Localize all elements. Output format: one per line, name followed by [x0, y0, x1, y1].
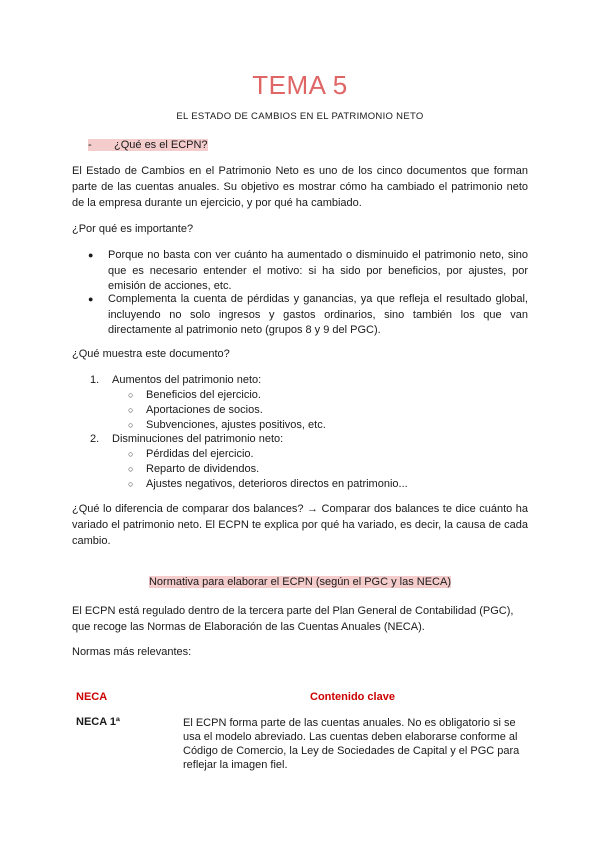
why-bullet-text: Complementa la cuenta de pérdidas y ganancias, ya que refleja el resultado global, incluyendo no solo ingresos y gastos ordinarios, sino también los que van directamente al patrimonio neto (grupos 8 y 9 del PGC).: [108, 293, 528, 336]
sub-item: ○ Aportaciones de socios.: [128, 404, 263, 416]
question-why: ¿Por qué es importante?: [72, 223, 194, 235]
table-row-key: NECA 1ª: [76, 716, 121, 728]
difference-paragraph: ¿Qué lo diferencia de comparar dos balances? → Comparar dos balances te dice cuánto ha variado el patrimonio neto. El ECPN te explica por qué ha variado, es decir, la causa de cada cambio.: [72, 503, 528, 547]
list-item-increases: [90, 373, 261, 388]
list-label: Aumentos del patrimonio neto:: [112, 374, 262, 386]
list-item-decreases: [90, 432, 283, 447]
list-number: 2.: [90, 433, 100, 445]
bullet-dot-icon: ●: [88, 250, 94, 260]
list-label: Disminuciones del patrimonio neto:: [112, 433, 284, 445]
circle-bullet-icon: ○: [128, 405, 134, 415]
why-bullet-2: [88, 292, 528, 338]
question-shows: ¿Qué muestra este documento?: [72, 348, 230, 360]
circle-bullet-icon: ○: [128, 449, 134, 459]
list-number: 1.: [90, 374, 100, 386]
sub-item: ○ Pérdidas del ejercicio.: [128, 448, 254, 460]
question-what-text: ¿Qué es el ECPN?: [114, 139, 208, 151]
normativa-paragraph: El ECPN está regulado dentro de la tercera parte del Plan General de Contabilidad (PGC), que recoge las Normas de Elaboración de las Cuentas Anuales (NECA).: [72, 605, 514, 633]
why-bullet-1: [88, 248, 528, 294]
bullet-dot-icon: ●: [88, 294, 94, 304]
question-what-heading: [88, 138, 208, 152]
dash-marker: -: [88, 139, 92, 151]
sub-item: ○ Ajustes negativos, deterioros directos en patrimonio...: [128, 478, 408, 490]
sub-item: ○ Reparto de dividendos.: [128, 463, 260, 475]
table-header-neca: NECA: [76, 691, 108, 703]
page-title: TEMA 5: [252, 70, 348, 100]
table-header-contenido: Contenido clave: [310, 691, 395, 703]
table-row-value: El ECPN forma parte de las cuentas anuales. No es obligatorio si se usa el modelo abreviado. Las cuentas deben elaborarse conforme al Código de Comercio, la Ley de Sociedades de Capital y el PGC para reflejar la imagen fiel.: [183, 717, 520, 771]
circle-bullet-icon: ○: [128, 464, 134, 474]
intro-paragraph: El Estado de Cambios en el Patrimonio Neto es uno de los cinco documentos que forman parte de las cuentas anuales. Su objetivo es mostrar cómo ha cambiado el patrimonio neto de la empresa durante un ejercicio, y por qué ha cambiado.: [72, 165, 528, 209]
sub-item: ○ Beneficios del ejercicio.: [128, 389, 261, 401]
normas-label: Normas más relevantes:: [72, 646, 192, 658]
circle-bullet-icon: ○: [128, 390, 134, 400]
sub-item: ○ Subvenciones, ajustes positivos, etc.: [128, 419, 326, 431]
page-subtitle: EL ESTADO DE CAMBIOS EN EL PATRIMONIO NETO: [176, 111, 424, 122]
circle-bullet-icon: ○: [128, 479, 134, 489]
why-bullet-text: Porque no basta con ver cuánto ha aumentado o disminuido el patrimonio neto, sino que es necesario entender el motivo: si ha sido por beneficios, por ajustes, por emisión de acciones, etc.: [108, 249, 528, 292]
normativa-heading: Normativa para elaborar el ECPN (según el PGC y las NECA): [148, 576, 451, 588]
circle-bullet-icon: ○: [128, 420, 134, 430]
